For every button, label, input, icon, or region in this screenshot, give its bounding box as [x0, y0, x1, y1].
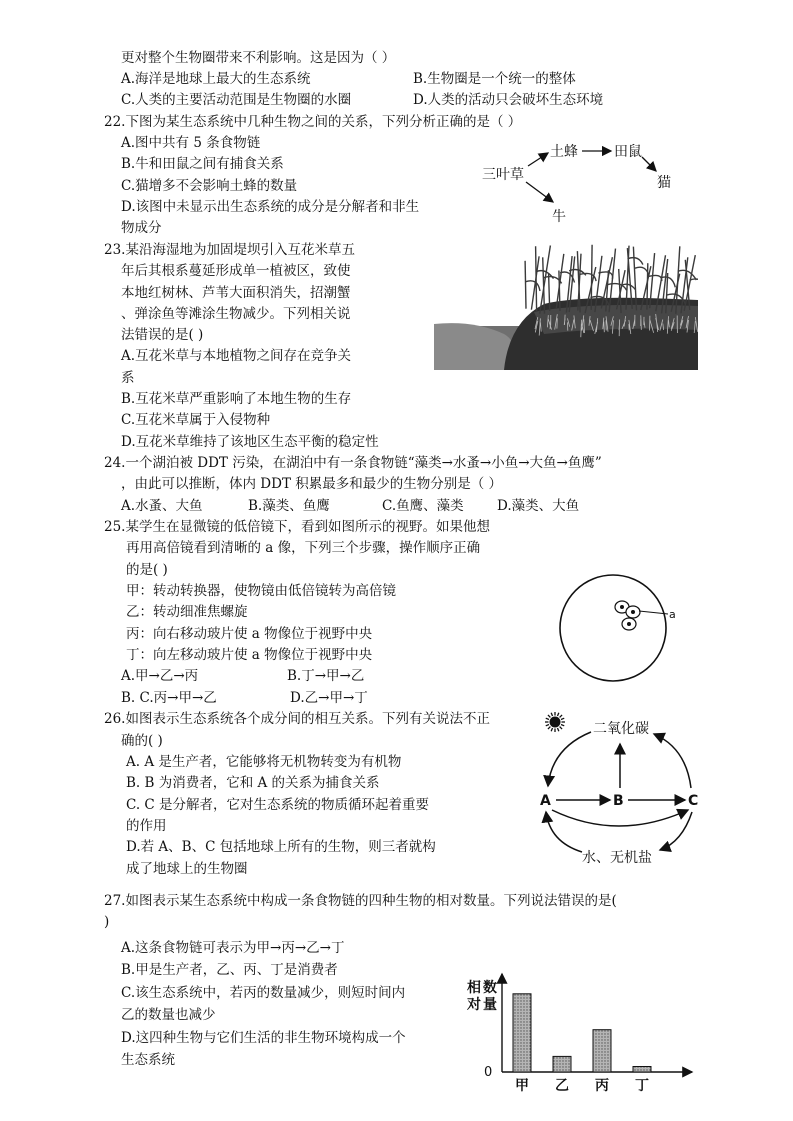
q25-step-jia: 甲：转动转换器，使物镜由低倍镜转为高倍镜	[126, 583, 396, 599]
q27-option-c: C.该生态系统中，若丙的数量减少，则短时间内	[121, 985, 406, 1001]
arrow-co2-a	[548, 732, 591, 786]
y-label-char: 量	[483, 997, 497, 1013]
arrow-c-water	[660, 812, 692, 850]
arrow-c-co2	[654, 734, 691, 788]
q22-option-d: D.该图中未显示出生态系统的成分是分解者和非生	[121, 199, 420, 215]
q24-stem: 24.一个湖泊被 DDT 污染，在湖泊中有一条食物链“藻类→水蚤→小鱼→大鱼→鱼鹰”	[104, 455, 602, 471]
x-tick-label-2: 丙	[595, 1078, 609, 1092]
food-web-diagram	[478, 138, 698, 233]
q27-option-c-cont: 乙的数量也减少	[121, 1007, 216, 1023]
q21-option-a: A.海洋是地球上最大的生态系统	[121, 71, 311, 87]
q23-stem: 23.某沿海湿地为加固堤坝引入互花米草五	[104, 242, 355, 258]
q26-option-c: C. C 是分解者，它对生态系统的物质循环起着重要	[126, 797, 430, 813]
q23-stem-3: 本地红树林、芦苇大面积消失，招潮蟹	[121, 285, 351, 301]
q27-option-d: D.这四种生物与它们生活的非生物环境构成一个	[121, 1030, 406, 1046]
web-cat: 猫	[657, 175, 671, 191]
q24-option-a: A.水蚤、大鱼	[121, 498, 203, 514]
y-axis-label	[466, 979, 497, 1013]
q22-option-a: A.图中共有 5 条食物链	[121, 135, 261, 151]
q26-option-d: D.若 A、B、C 包括地球上所有的生物，则三者就构	[126, 839, 436, 855]
q25-stem: 25.某学生在显微镜的低倍镜下，看到如图所示的视野。如果他想	[104, 519, 490, 535]
label-a: a	[669, 608, 676, 621]
node-b: B	[613, 793, 624, 809]
q24-option-d: D.藻类、大鱼	[497, 498, 580, 514]
web-clover: 三叶草	[482, 167, 524, 183]
arrow-clover-bee	[528, 153, 548, 166]
ecosystem-cycle-diagram	[536, 706, 708, 868]
x-tick-label-0: 甲	[515, 1078, 529, 1092]
label-co2: 二氧化碳	[593, 721, 649, 737]
q22-stem: 22.下图为某生态系统中几种生物之间的关系，下列分析正确的是（ ）	[104, 114, 522, 130]
q26-option-a: A. A 是生产者，它能够将无机物转变为有机物	[126, 754, 402, 770]
q25-option-c: B. C.丙→甲→乙	[121, 690, 217, 706]
x-tick-label-1: 乙	[555, 1078, 569, 1092]
bar-3	[633, 1067, 651, 1073]
arrow-clover-cow	[526, 182, 553, 202]
q25-option-a: A.甲→乙→丙	[121, 668, 199, 684]
q26-stem-2: 确的( )	[121, 733, 163, 749]
q23-option-d: D.互花米草维持了该地区生态平衡的稳定性	[121, 434, 379, 450]
q23-option-a: A.互花米草与本地植物之间存在竞争关	[121, 348, 352, 364]
q25-stem-2: 再用高倍镜看到清晰的 a 像，下列三个步骤，操作顺序正确	[126, 540, 481, 556]
q21-stem: 更对整个生物圈带来不利影响。这是因为（ ）	[121, 50, 396, 66]
bar-2	[593, 1030, 611, 1072]
y-label-char: 数	[483, 980, 497, 996]
arrow-water-a	[546, 812, 582, 852]
q24-option-b: B.藻类、鱼鹰	[248, 498, 330, 514]
q23-stem-4: 、弹涂鱼等滩涂生物减少。下列相关说	[121, 306, 351, 322]
y-label-char: 对	[467, 997, 481, 1013]
q25-option-d: D.乙→甲→丁	[290, 690, 368, 706]
label-water-salts: 水、无机盐	[582, 850, 652, 866]
q27-option-d-cont: 生态系统	[121, 1052, 175, 1068]
q26-option-c-cont: 的作用	[126, 818, 167, 834]
q21-option-c: C.人类的主要活动范围是生物圈的水圈	[121, 92, 352, 108]
q26-option-d-cont: 成了地球上的生物圈	[126, 861, 248, 877]
q25-stem-3: 的是( )	[126, 562, 168, 578]
q25-step-ding: 丁：向左移动玻片使 a 物像位于视野中央	[126, 647, 373, 663]
q26-option-b: B. B 为消费者，它和 A 的关系为捕食关系	[126, 775, 380, 791]
q22-option-b: B.牛和田鼠之间有捕食关系	[121, 156, 284, 172]
origin-label: 0	[484, 1065, 493, 1080]
arrow-a-c-lower	[552, 810, 688, 826]
q23-option-c: C.互花米草属于入侵物种	[121, 412, 271, 428]
bar-1	[553, 1056, 571, 1072]
q23-option-b: B.互花米草严重影响了本地生物的生存	[121, 391, 352, 407]
q24-stem-2: ，由此可以推断，体内 DDT 积累最多和最少的生物分别是（ ）	[121, 476, 503, 492]
web-cow: 牛	[552, 209, 566, 225]
relative-quantity-bar-chart	[466, 970, 698, 1092]
y-label-char: 相	[467, 980, 481, 996]
q27-option-b: B.甲是生产者，乙、丙、丁是消费者	[121, 962, 338, 978]
q25-option-b: B.丁→甲→乙	[287, 668, 365, 684]
node-a: A	[540, 793, 551, 809]
q23-option-a-cont: 系	[121, 370, 135, 386]
q23-stem-2: 年后其根系蔓延形成单一植被区，致使	[121, 263, 351, 279]
q23-stem-5: 法错误的是( )	[121, 327, 204, 343]
q25-step-yi: 乙：转动细准焦螺旋	[126, 604, 248, 620]
q24-option-c: C.鱼鹰、藻类	[382, 498, 464, 514]
q21-option-b: B.生物圈是一个统一的整体	[413, 71, 576, 87]
web-bee: 土蜂	[550, 144, 578, 160]
x-tick-label-3: 丁	[635, 1078, 649, 1092]
q25-step-bing: 丙：向右移动玻片使 a 物像位于视野中央	[126, 626, 373, 642]
node-c: C	[688, 793, 699, 809]
microscope-field-diagram	[555, 570, 690, 690]
sun-icon	[545, 712, 565, 732]
bar-0	[513, 994, 531, 1072]
q26-stem: 26.如图表示生态系统各个成分间的相互关系。下列有关说法不正	[104, 711, 490, 727]
arrow-mouse-cat	[642, 157, 656, 171]
q27-option-a: A.这条食物链可表示为甲→丙→乙→丁	[121, 940, 345, 956]
web-mouse: 田鼠	[614, 144, 642, 160]
spartina-illustration	[434, 242, 698, 370]
field-of-view-circle	[560, 575, 666, 681]
q22-option-d-cont: 物成分	[121, 220, 162, 236]
q27-stem-2: )	[104, 914, 110, 930]
q21-option-d: D.人类的活动只会破坏生态环境	[413, 92, 604, 108]
q22-option-c: C.猫增多不会影响土蜂的数量	[121, 178, 298, 194]
q27-stem: 27.如图表示某生态系统中构成一条食物链的四种生物的相对数量。下列说法错误的是(	[104, 893, 617, 909]
